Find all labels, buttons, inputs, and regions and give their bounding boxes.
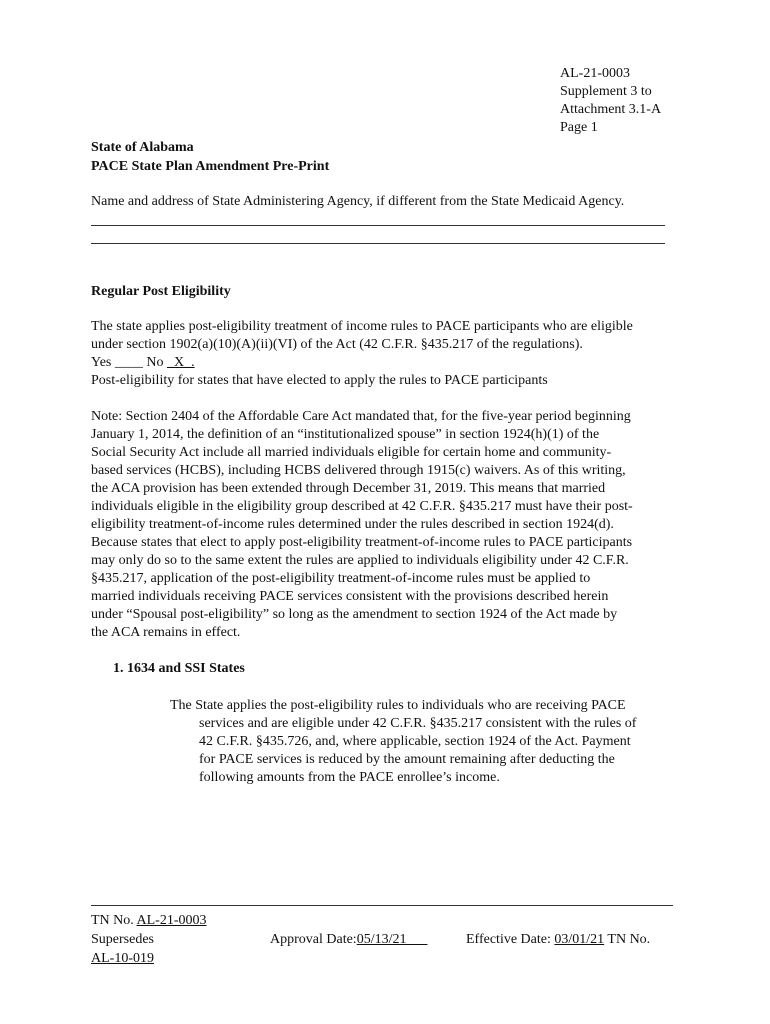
- note-line: eligibility treatment-of-income rules determined under the rules described in section 1924(d).: [91, 517, 614, 532]
- section-heading-1634-ssi-states: 1. 1634 and SSI States: [113, 661, 245, 676]
- section1-line: 42 C.F.R. §435.726, and, where applicable, section 1924 of the Act. Payment: [199, 734, 631, 749]
- agency-blank-line-2: [91, 243, 665, 244]
- section1-line: services and are eligible under 42 C.F.R. §435.217 consistent with the rules of: [199, 716, 637, 731]
- section-heading-regular-post-eligibility: Regular Post Eligibility: [91, 284, 231, 299]
- approval-date-value: 05/13/21: [356, 932, 407, 947]
- attachment-label: Attachment 3.1-A: [560, 102, 662, 117]
- note-line: married individuals receiving PACE services consistent with the provisions described herein: [91, 589, 609, 604]
- tn-label: TN No.: [91, 913, 137, 928]
- note-line: Social Security Act include all married individuals eligible for certain home and community-: [91, 445, 612, 460]
- page-label: Page 1: [560, 120, 598, 135]
- section1-line: following amounts from the PACE enrollee’s income.: [199, 770, 500, 785]
- section1-paragraph: [170, 697, 680, 787]
- note-line: the ACA provision has been extended through December 31, 2019. This means that married: [91, 481, 606, 496]
- no-selection-value: _X_.: [166, 355, 195, 370]
- paragraph-line: Post-eligibility for states that have elected to apply the rules to PACE participants: [91, 373, 548, 388]
- document-header: [560, 65, 740, 137]
- footer-divider: [91, 905, 673, 906]
- superseded-tn-value: AL-10-019: [91, 951, 154, 966]
- regular-post-eligibility-paragraph: [91, 318, 681, 390]
- footer: [91, 912, 691, 969]
- paragraph-line: The state applies post-eligibility treatment of income rules to PACE participants who are eligible: [91, 319, 633, 334]
- note-line: individuals eligible in the eligibility group described at 42 C.F.R. §435.217 must have their post-: [91, 499, 633, 514]
- note-line: the ACA remains in effect.: [91, 625, 241, 640]
- agency-blank-line-1: [91, 225, 665, 226]
- footer-approval-row: [91, 931, 691, 950]
- title-block: [91, 138, 329, 176]
- effective-date-value: 03/01/21: [554, 932, 605, 947]
- note-line: Note: Section 2404 of the Affordable Care Act mandated that, for the five-year period beginning: [91, 409, 631, 424]
- tn-no-label: TN No.: [604, 932, 651, 947]
- supersedes-label: Supersedes: [91, 932, 154, 947]
- yes-no-label: Yes ____ No: [91, 355, 167, 370]
- note-line: January 1, 2014, the definition of an “institutionalized spouse” in section 1924(h)(1) of the: [91, 427, 600, 442]
- doc-number: AL-21-0003: [560, 66, 630, 81]
- paragraph-line: under section 1902(a)(10)(A)(ii)(VI) of the Act (42 C.F.R. §435.217 of the regulations).: [91, 337, 583, 352]
- supplement-label: Supplement 3 to: [560, 84, 652, 99]
- footer-tn-row: [91, 912, 691, 931]
- footer-superseded-row: [91, 950, 691, 969]
- section1-line: for PACE services is reduced by the amount remaining after deducting the: [199, 752, 615, 767]
- effective-date-group: [466, 931, 650, 949]
- approval-date-group: [270, 931, 427, 949]
- yes-no-line: [91, 354, 681, 372]
- approval-date-blank: [406, 932, 427, 947]
- note-line: may only do so to the same extent the rules are applied to individuals eligibility under 42 C.F.R.: [91, 553, 629, 568]
- section1-line: The State applies the post-eligibility rules to individuals who are receiving PACE: [170, 698, 626, 713]
- tn-value: AL-21-0003: [136, 913, 207, 928]
- page-title: PACE State Plan Amendment Pre-Print: [91, 159, 330, 174]
- approval-date-label: Approval Date:: [270, 932, 357, 947]
- state-title: State of Alabama: [91, 140, 194, 155]
- note-line: based services (HCBS), including HCBS delivered through 1915(c) waivers. As of this writing,: [91, 463, 626, 478]
- note-paragraph: [91, 408, 681, 642]
- note-line: Because states that elect to apply post-eligibility treatment-of-income rules to PACE participants: [91, 535, 633, 550]
- effective-date-label: Effective Date:: [466, 932, 555, 947]
- agency-label: Name and address of State Administering Agency, if different from the State Medicaid Agency.: [91, 194, 625, 209]
- note-line: under “Spousal post-eligibility” so long as the amendment to section 1924 of the Act made by: [91, 607, 618, 622]
- note-line: §435.217, application of the post-eligibility treatment-of-income rules must be applied to: [91, 571, 591, 586]
